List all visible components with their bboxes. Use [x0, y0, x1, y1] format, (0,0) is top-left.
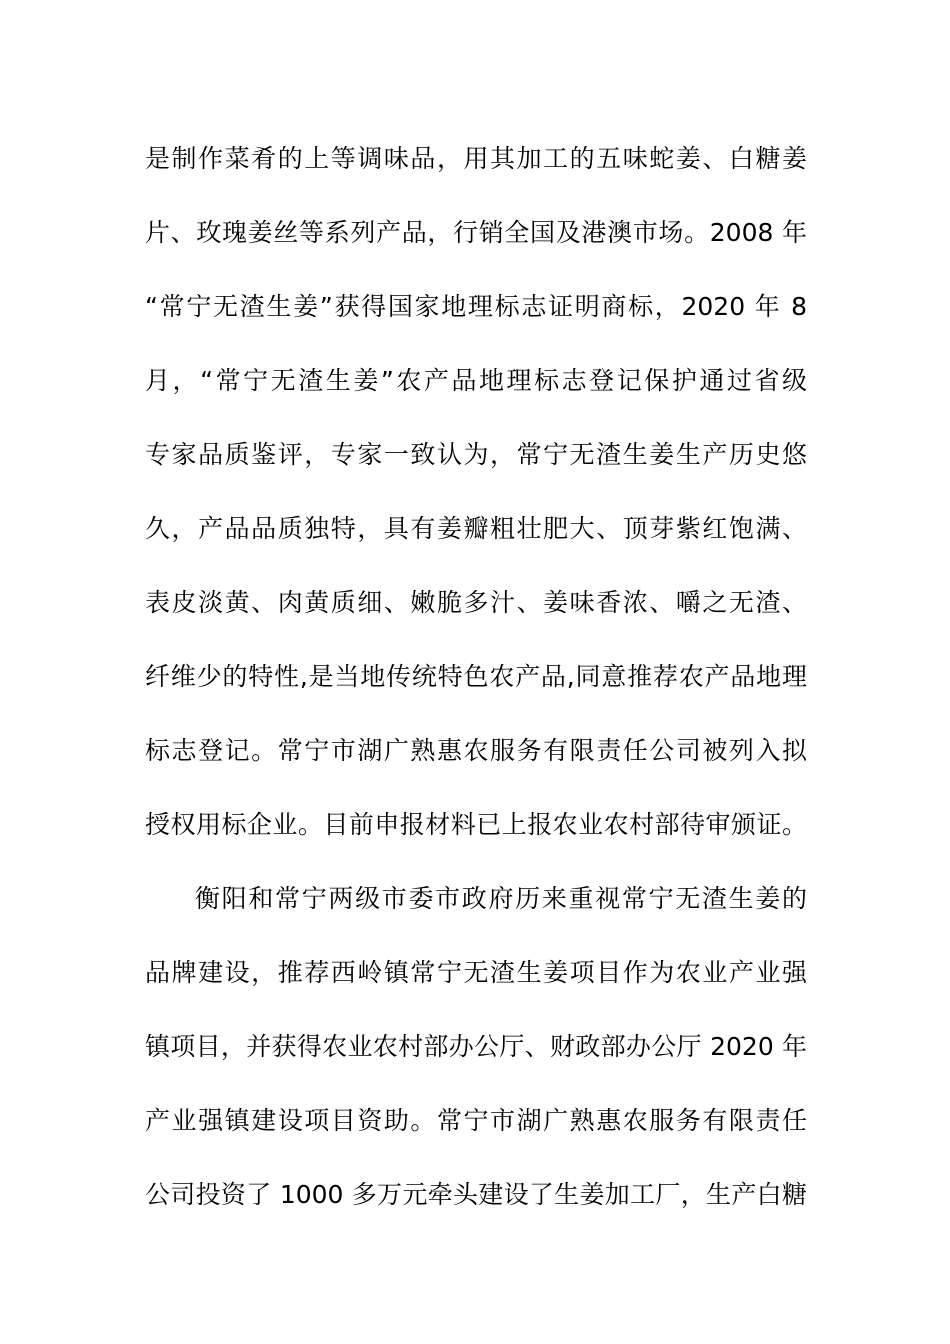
text-line: 公司投资了 1000 多万元牵头建设了生姜加工厂，生产白糖 [145, 1180, 807, 1209]
text-line: 纤维少的特性,是当地传统特色农产品,同意推荐农产品地理 [145, 662, 807, 691]
text-line: 表皮淡黄、肉黄质细、嫩脆多汁、姜味香浓、嚼之无渣、 [145, 588, 807, 617]
text-line: 专家品质鉴评，专家一致认为，常宁无渣生姜生产历史悠 [145, 440, 807, 469]
text-line: 标志登记。常宁市湖广熟惠农服务有限责任公司被列入拟 [145, 736, 807, 765]
text-line: 是制作菜肴的上等调味品，用其加工的五味蛇姜、白糖姜 [145, 144, 807, 173]
text-line: 授权用标企业。目前申报材料已上报农业农村部待审颁证。 [145, 810, 807, 839]
text-line: 片、玫瑰姜丝等系列产品，行销全国及港澳市场。2008 年 [145, 218, 807, 247]
body-text [145, 122, 807, 1232]
text-line: 品牌建设，推荐西岭镇常宁无渣生姜项目作为农业产业强 [145, 958, 807, 987]
text-line: 产业强镇建设项目资助。常宁市湖广熟惠农服务有限责任 [145, 1106, 807, 1135]
text-line: 镇项目，并获得农业农村部办公厅、财政部办公厅 2020 年 [145, 1032, 807, 1061]
text-line: “常宁无渣生姜”获得国家地理标志证明商标，2020 年 8 [145, 292, 807, 321]
text-line: 久，产品品质独特，具有姜瓣粗壮肥大、顶芽紫红饱满、 [145, 514, 807, 543]
text-line: 月，“常宁无渣生姜”农产品地理标志登记保护通过省级 [145, 366, 807, 395]
paragraph-first-line: 衡阳和常宁两级市委市政府历来重视常宁无渣生姜的 [195, 884, 807, 913]
